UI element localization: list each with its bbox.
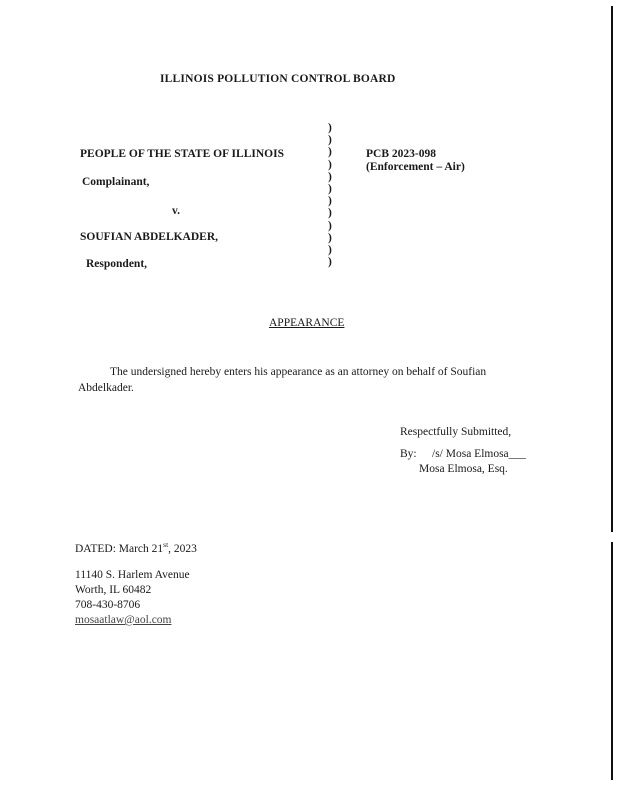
case-number: PCB 2023-098 [366, 148, 436, 160]
address-city: Worth, IL 60482 [75, 584, 152, 596]
caption-paren: ) [328, 182, 332, 195]
dated-superscript: st [163, 540, 169, 549]
caption-paren: ) [328, 122, 332, 134]
page-edge-line-top [611, 6, 613, 532]
caption-paren: ) [328, 243, 332, 256]
caption-paren: ) [328, 170, 332, 183]
plaintiff-role: Complainant, [82, 176, 150, 188]
caption-paren: ) [328, 219, 332, 232]
versus-label: v. [172, 205, 180, 217]
address-phone: 708-430-8706 [75, 599, 141, 611]
caption-parentheses [328, 122, 338, 268]
plaintiff-name: PEOPLE OF THE STATE OF ILLINOIS [80, 148, 284, 160]
address-email-link[interactable]: mosaatlaw@aol.com [75, 614, 172, 626]
dated-label: DATED: March 21 [75, 542, 164, 555]
caption-paren: ) [328, 256, 332, 269]
attorney-name: Mosa Elmosa, Esq. [419, 463, 508, 475]
dated-line [75, 537, 197, 557]
defendant-role: Respondent, [86, 258, 148, 270]
caption-paren: ) [328, 231, 332, 244]
signature-by-label: By: [400, 448, 417, 460]
caption-paren: ) [328, 207, 332, 220]
case-type: (Enforcement – Air) [366, 161, 465, 173]
appearance-paragraph: The undersigned hereby enters his appearance as an attorney on behalf of Soufian Abdelkader. [78, 366, 487, 394]
caption-paren: ) [328, 158, 332, 171]
page-edge-line-bottom [611, 542, 613, 780]
defendant-name: SOUFIAN ABDELKADER, [80, 231, 219, 243]
address-street: 11140 S. Harlem Avenue [75, 569, 190, 581]
board-title: ILLINOIS POLLUTION CONTROL BOARD [160, 73, 396, 85]
caption-paren: ) [328, 146, 332, 159]
caption-paren: ) [328, 195, 332, 208]
document-heading: APPEARANCE [269, 317, 345, 329]
signature-line: /s/ Mosa Elmosa___ [432, 448, 526, 460]
caption-paren: ) [328, 134, 332, 147]
dated-year: , 2023 [168, 542, 197, 555]
closing-text: Respectfully Submitted, [400, 426, 512, 438]
